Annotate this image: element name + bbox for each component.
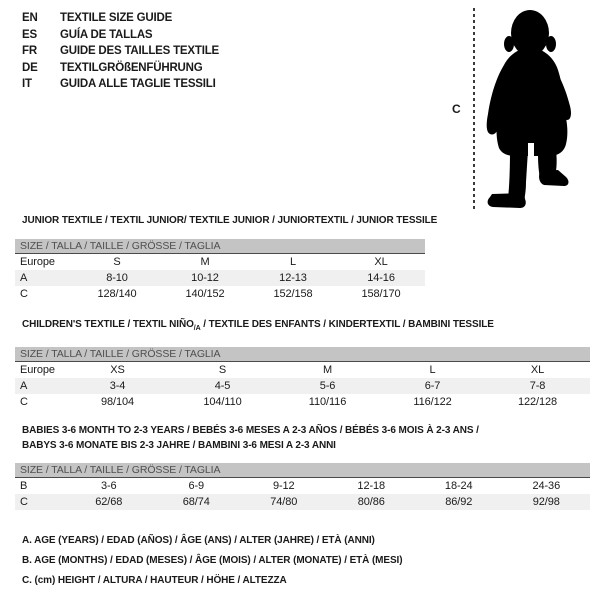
size-cell: S	[218, 364, 227, 376]
row-label: C	[15, 494, 65, 510]
value-cell: 9-12	[272, 480, 295, 492]
value-cell: 8-10	[73, 270, 161, 286]
table-row-height	[15, 286, 425, 302]
value-cell: 80/86	[328, 494, 416, 510]
size-cell: L	[289, 256, 297, 268]
baby-silhouette-icon	[482, 6, 582, 211]
height-measure-label: C	[452, 102, 461, 116]
value-cell: 4-5	[170, 378, 275, 394]
value-cell: 122/128	[517, 396, 558, 408]
value-cell: 3-4	[65, 378, 170, 394]
language-row-en	[22, 10, 219, 27]
size-cell: M	[322, 364, 333, 376]
language-label: TEXTILE SIZE GUIDE	[60, 12, 173, 24]
table-row-age	[15, 378, 590, 394]
row-label: Europe	[20, 256, 55, 268]
title-text: / TEXTILE DES ENFANTS / KINDERTEXTIL / BAMBINI TESSILE	[200, 319, 494, 330]
value-cell: 24-36	[532, 480, 561, 492]
language-code: IT	[22, 78, 32, 90]
size-header-cell: SIZE / TALLA / TAILLE / GRÖSSE / TAGLIA	[15, 347, 590, 362]
row-label: C	[20, 396, 28, 408]
value-cell: 86/92	[415, 494, 503, 510]
size-header-cell: SIZE / TALLA / TAILLE / GRÖSSE / TAGLIA	[15, 463, 590, 478]
row-label: A	[15, 378, 65, 394]
value-cell: 152/158	[273, 288, 313, 300]
language-row-de	[22, 60, 219, 77]
size-header-row	[15, 347, 590, 362]
language-row-it	[22, 76, 219, 93]
title-line-1: BABIES 3-6 MONTH TO 2-3 YEARS / BEBÉS 3-6 MESES A 2-3 AÑOS / BÉBÉS 3-6 MOIS À 2-3 ANS /	[22, 425, 479, 436]
junior-section-title	[22, 213, 437, 232]
legend-line-age-years: A. AGE (YEARS) / EDAD (AÑOS) / ÂGE (ANS) / ALTER (JAHRE) / ETÀ (ANNI)	[22, 535, 375, 546]
babies-size-table	[15, 463, 590, 510]
language-guide-list	[22, 10, 219, 93]
size-cell: M	[200, 256, 210, 268]
table-row-europe	[15, 362, 590, 379]
size-cell: XL	[530, 364, 545, 376]
value-cell: 6-7	[380, 378, 485, 394]
value-cell: 104/110	[203, 396, 242, 408]
size-header-row	[15, 239, 425, 254]
table-row-europe	[15, 254, 425, 271]
table-row-age	[15, 270, 425, 286]
row-label: C	[20, 288, 28, 300]
value-cell: 98/104	[100, 396, 135, 408]
value-cell: 5-6	[275, 378, 380, 394]
size-cell: S	[113, 256, 121, 268]
language-code: DE	[22, 61, 38, 74]
size-cell: XS	[110, 364, 125, 376]
title-text: JUNIOR TEXTILE / TEXTIL JUNIOR/ TEXTILE JUNIOR / JUNIORTEXTIL / JUNIOR TESSILE	[22, 215, 438, 226]
row-label: Europe	[20, 364, 55, 376]
value-cell: 12-13	[249, 270, 337, 286]
table-row-months	[15, 478, 590, 495]
value-cell: 18-24	[444, 480, 473, 492]
language-label: GUÍA DE TALLAS	[60, 28, 153, 41]
value-cell: 74/80	[240, 494, 328, 510]
value-cell: 14-16	[337, 270, 425, 286]
value-cell: 62/68	[65, 494, 153, 510]
table-row-height	[15, 494, 590, 510]
language-code: ES	[22, 28, 37, 41]
value-cell: 3-6	[100, 480, 117, 492]
language-code: FR	[22, 45, 37, 57]
value-cell: 110/116	[308, 396, 347, 408]
language-row-es	[22, 27, 219, 44]
junior-size-table	[15, 239, 425, 302]
size-header-row	[15, 463, 590, 478]
babies-section-title	[22, 423, 479, 453]
value-cell: 12-18	[357, 480, 386, 492]
legend-line-age-months: B. AGE (MONTHS) / EDAD (MESES) / ÂGE (MOIS) / ALTER (MONATE) / ETÀ (MESI)	[22, 555, 403, 566]
title-line-2: BABYS 3-6 MONATE BIS 2-3 JAHRE / BAMBINI 3-6 MESI A 2-3 ANNI	[22, 440, 336, 451]
value-cell: 92/98	[503, 494, 591, 510]
language-label: TEXTILGRÖßENFÜHRUNG	[60, 61, 203, 74]
table-row-height	[15, 394, 590, 410]
height-measure-dashed-line	[473, 8, 475, 209]
legend-line-height: C. (cm) HEIGHT / ALTURA / HAUTEUR / HÖHE / ALTEZZA	[22, 575, 287, 586]
value-cell: 158/170	[361, 288, 401, 300]
title-subscript: /A	[193, 325, 201, 332]
measurement-legend	[22, 531, 402, 591]
children-section-title	[22, 317, 494, 336]
row-label: B	[20, 480, 28, 492]
row-label: A	[15, 270, 73, 286]
language-row-fr	[22, 43, 219, 60]
value-cell: 140/152	[185, 288, 225, 300]
language-label: GUIDA ALLE TAGLIE TESSILI	[60, 78, 216, 90]
size-cell: L	[429, 364, 436, 376]
value-cell: 7-8	[485, 378, 590, 394]
size-header-cell: SIZE / TALLA / TAILLE / GRÖSSE / TAGLIA	[15, 239, 425, 254]
value-cell: 68/74	[153, 494, 241, 510]
title-text: CHILDREN'S TEXTILE / TEXTIL NIÑO	[22, 319, 194, 330]
children-size-table	[15, 347, 590, 410]
value-cell: 128/140	[97, 288, 137, 300]
language-code: EN	[22, 12, 38, 24]
size-cell: XL	[374, 256, 388, 268]
value-cell: 10-12	[161, 270, 249, 286]
value-cell: 116/122	[413, 396, 452, 408]
language-label: GUIDE DES TAILLES TEXTILE	[60, 45, 219, 57]
value-cell: 6-9	[188, 480, 205, 492]
